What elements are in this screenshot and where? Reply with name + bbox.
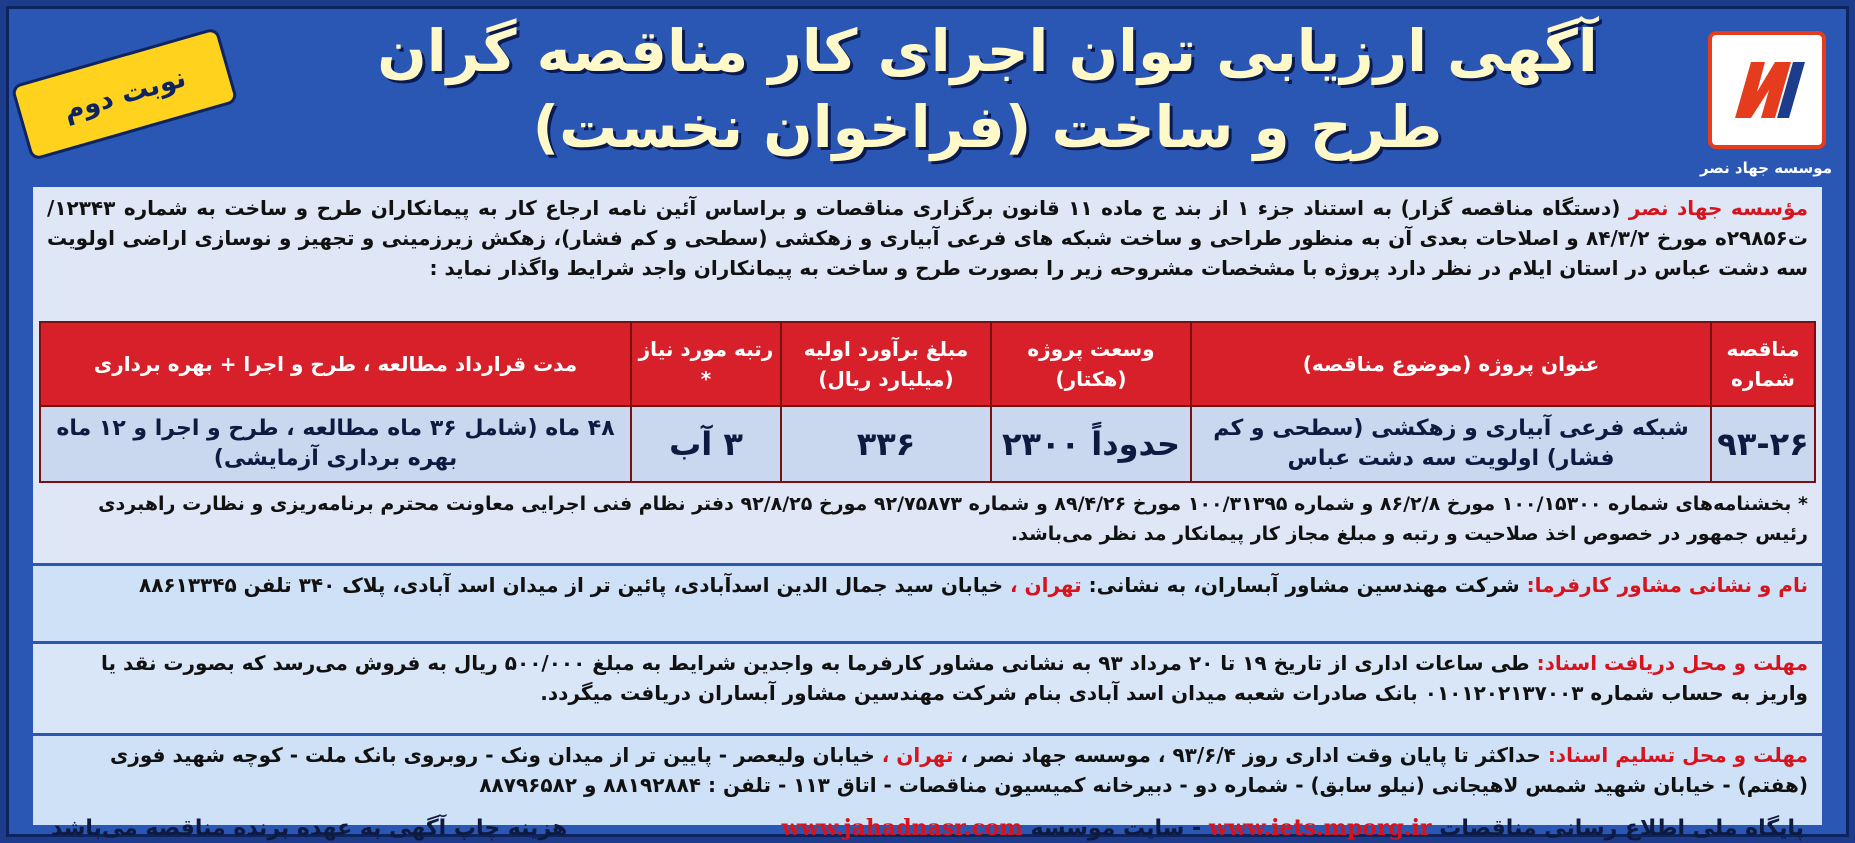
table-column-grade — [630, 323, 780, 481]
org-name: مؤسسه جهاد نصر — [1628, 196, 1808, 220]
consultant-company: شرکت مهندسین مشاور آبساران، به نشانی: — [1088, 573, 1520, 597]
table-column-project-title — [1190, 323, 1710, 481]
table-cell: ۳۳۶ — [782, 407, 990, 481]
consultant-city: تهران ، — [1009, 573, 1082, 597]
document-delivery-section — [33, 733, 1822, 825]
table-header: وسعت پروژه (هکتار) — [992, 323, 1190, 407]
intro-paragraph — [47, 193, 1808, 317]
second-round-badge: نوبت دوم — [10, 27, 238, 161]
delivery-city: تهران ، — [881, 743, 954, 767]
consultant-section — [33, 563, 1822, 641]
ad-content — [33, 187, 1822, 841]
table-cell: حدوداً ۲۳۰۰ — [992, 407, 1190, 481]
ad-frame — [6, 6, 1849, 841]
ad-title-line-2: طرح و ساخت (فراخوان نخست) — [532, 93, 1443, 161]
portal-url-link[interactable]: www.iets.mporg.ir — [1208, 815, 1432, 841]
table-column-duration — [41, 323, 630, 481]
project-table — [39, 321, 1816, 483]
table-column-area — [990, 323, 1190, 481]
consultant-label: نام و نشانی مشاور کارفرما: — [1526, 573, 1808, 597]
document-receipt-section — [33, 641, 1822, 733]
table-header: مبلغ برآورد اولیه (میلیارد ریال) — [782, 323, 990, 407]
table-cell: شبکه فرعی آبیاری و زهکشی (سطحی و کم فشار) اولویت سه دشت عباس — [1192, 407, 1710, 481]
ad-footer — [33, 815, 1822, 841]
table-column-estimate — [780, 323, 990, 481]
receipt-text: طی ساعات اداری از تاریخ ۱۹ تا ۲۰ مرداد ۹۳ به نشانی مشاور کارفرما به واجدین شرایط به مبلغ ۵۰۰/۰۰۰ ریال به فروش می‌رسد که بصورت نقد یا واریز به حساب شماره ۰۱۰۱۲۰۲۱۳۷۰۰۳ بانک صادرات شعبه میدان اسد آبادی بنام شرکت مهندسین مشاور آبساران دریافت میگردد. — [101, 651, 1808, 705]
table-header: مدت قرارداد مطالعه ، طرح و اجرا + بهره برداری — [41, 323, 630, 407]
footer-links — [782, 815, 1804, 841]
table-cell: ۴۸ ماه (شامل ۳۶ ماه مطالعه ، طرح و اجرا و ۱۲ ماه بهره برداری آزمایشی) — [41, 407, 630, 481]
site-url-link[interactable]: www.jahadnasr.com — [781, 815, 1023, 841]
table-column-tender-number — [1710, 323, 1814, 481]
table-header: مناقصه شماره — [1712, 323, 1814, 407]
print-cost-note: هزینه چاپ آگهی به عهده برنده مناقصه می‌باشد — [51, 815, 568, 841]
ad-title-line-1: آگهی ارزیابی توان اجرای کار مناقصه گران — [377, 17, 1598, 85]
intro-text: (دستگاه مناقصه گزار) به استناد جزء ۱ از بند ج ماده ۱۱ قانون برگزاری مناقصات و براساس آئین نامه ارجاع کار به پیمانکاران طرح و ساخت به شماره ۱۲۳۴۳/ت۲۹۸۵۶ه مورخ ۸۴/۳/۲ و اصلاحات بعدی آن به منظور طراحی و ساخت شبکه های فرعی آبیاری و زهکشی (سطحی و کم فشار)، زهکش زیرزمینی و تجهیز و نوسازی اراضی اولویت سه دشت عباس در استان ایلام در نظر دارد پروژه با مشخصات مشروحه زیر را بصورت طرح و ساخت به پیمانکاران واجد شرایط واگذار نماید : — [47, 196, 1808, 280]
table-cell: ۹۳-۲۶ — [1712, 407, 1814, 481]
consultant-address: خیابان سید جمال الدین اسدآبادی، پائین تر از میدان اسد آبادی، پلاک ۳۴۰ تلفن ۸۸۶۱۳۳۴۵ — [139, 573, 1004, 597]
logo-caption: موسسه جهاد نصر — [1699, 159, 1833, 177]
delivery-text-before-city: حداکثر تا پایان وقت اداری روز ۹۳/۶/۴ ، موسسه جهاد نصر ، — [960, 743, 1541, 767]
table-header: رتبه مورد نیاز * — [632, 323, 780, 407]
ad-header — [9, 9, 1846, 187]
table-header: عنوان پروژه (موضوع مناقصه) — [1192, 323, 1710, 407]
receipt-label: مهلت و محل دریافت اسناد: — [1536, 651, 1808, 675]
delivery-text-after-city: خیابان ولیعصر - پایین تر از میدان ونک - روبروی بانک ملت - کوچه شهید فوزی (هفتم) - خیابان شهید شمس لاهیجانی (نیلو سابق) - شماره دو - دبیرخانه کمیسیون مناقصات - اتاق ۱۱۳ - تلفن : ۸۸۱۹۲۸۸۴ و ۸۸۷۹۶۵۸۲ — [110, 743, 1808, 797]
delivery-label: مهلت و محل تسلیم اسناد: — [1547, 743, 1808, 767]
portal-label: پایگاه ملی اطلاع رسانی مناقصات — [1439, 816, 1804, 841]
table-cell: ۳ آب — [632, 407, 780, 481]
site-label: - سایت موسسه — [1030, 816, 1202, 841]
circulars-note: * بخشنامه‌های شماره ۱۰۰/۱۵۳۰۰ مورخ ۸۶/۲/۸ و شماره ۱۰۰/۳۱۳۹۵ مورخ ۸۹/۴/۲۶ و شماره ۹۲/۷۵۸۷۳ مورخ ۹۲/۸/۲۵ دفتر نظام فنی اجرایی معاونت محترم برنامه‌ریزی و نظارت راهبردی رئیس جمهور در خصوص اخذ صلاحیت و رتبه و مبلغ مجاز کار پیمانکار مد نظر می‌باشد. — [47, 489, 1808, 557]
